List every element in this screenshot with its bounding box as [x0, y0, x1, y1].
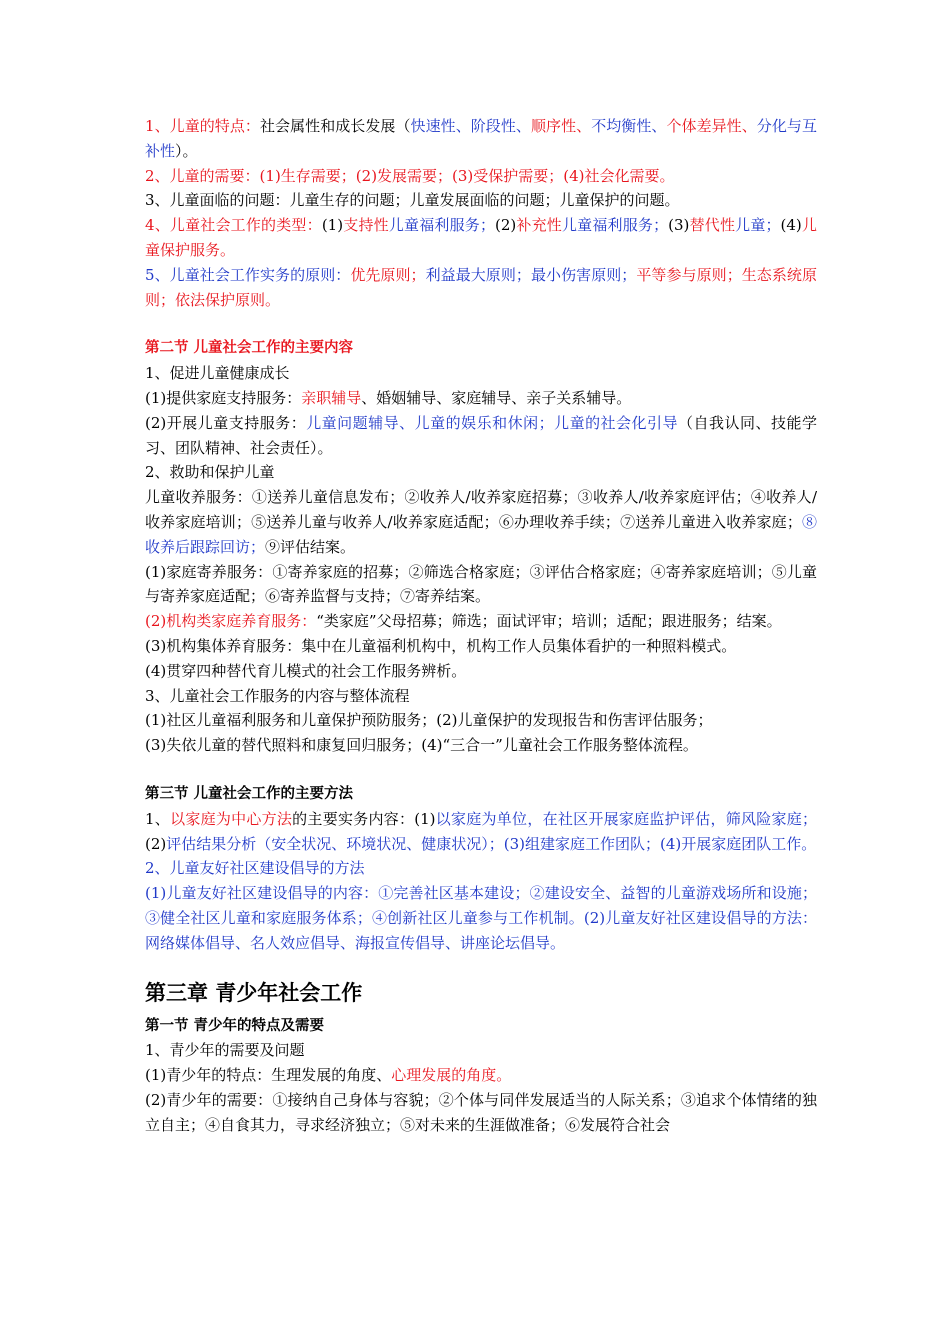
text-run: (1)儿童友好社区建设倡导的内容：①完善社区基本建设；②建设安全、益智的儿童游戏场所和设施；③健全社区儿童和家庭服务体系；④创新社区儿童参与工作机制。(2)儿童友好社区建设倡导的方法：网络媒体倡导、名人效应倡导、海报宣传倡导、讲座论坛倡导。 — [145, 884, 817, 952]
text-run: 评估结果分析（安全状况、环境状况、健康状况）； — [166, 834, 504, 853]
text-run: 心理发展的角度。 — [391, 1066, 512, 1085]
paragraph-child-needs — [145, 164, 817, 189]
section-heading-3: 第三节 儿童社会工作的主要方法 — [145, 785, 354, 802]
text-run: (4) — [780, 216, 802, 235]
paragraph-child-problems — [145, 188, 817, 213]
text-run: (2) — [145, 834, 167, 853]
paragraph — [145, 659, 817, 684]
paragraph — [145, 411, 817, 461]
paragraph — [145, 733, 817, 758]
paragraph — [145, 609, 817, 634]
spacer — [145, 312, 817, 336]
text-run: 3、儿童面临的问题：儿童生存的问题；儿童发展面临的问题；儿童保护的问题。 — [145, 191, 680, 210]
text-run: 的主要实务内容：(1) — [292, 809, 436, 828]
chapter-3-section-1-heading: 第一节 青少年的特点及需要 — [145, 1017, 325, 1034]
text-run: 1、促进儿童健康成长 — [145, 364, 290, 383]
text-run: 社会属性和成长发展（ — [259, 117, 411, 135]
text-run: (4)贯穿四种替代育儿模式的社会工作服务辨析。 — [145, 661, 467, 680]
text-run: 替代性 — [689, 216, 736, 235]
text-run: (1)青少年的特点：生理发展的角度、 — [145, 1066, 392, 1085]
text-run: (2) — [494, 216, 517, 235]
paragraph — [145, 485, 817, 559]
text-run: 2、救助和保护儿童 — [145, 463, 275, 482]
paragraph — [145, 386, 817, 411]
text-run: 优先原则； — [350, 265, 426, 284]
section-3-body — [145, 807, 817, 956]
text-run: (1)家庭寄养服务：①寄养家庭的招募；②筛选合格家庭；③评估合格家庭；④寄养家庭培训；⑤儿童与寄养家庭适配；⑥寄养监督与支持；⑦寄养结案。 — [145, 562, 817, 606]
text-run: (2)青少年的需要：①接纳自己身体与容貌；②个体与同伴发展适当的人际关系；③追求个体情绪的独立自主；④自食其力，寻求经济独立；⑤对未来的生涯做准备；⑥发展符合社会 — [145, 1090, 817, 1134]
chapter-title: 第三章 青少年社会工作 — [145, 980, 363, 1005]
text-run: （自我认同、技能学习、团队精神、社会责任）。 — [145, 413, 817, 457]
text-run: 、婚姻辅导、家庭辅导、亲子关系辅导。 — [361, 388, 632, 407]
paragraph — [145, 560, 817, 610]
text-run: 1、青少年的需要及问题 — [145, 1041, 305, 1060]
paragraph — [145, 1088, 817, 1138]
text-run: 最小伤害原则； — [530, 265, 637, 284]
text-run: (2)开展儿童支持服务： — [145, 413, 307, 432]
text-run: 3、儿童社会工作服务的内容与整体流程 — [145, 686, 410, 705]
text-run: (1)提供家庭支持服务： — [145, 388, 302, 407]
paragraph — [145, 460, 817, 485]
text-run: 2、儿童友好社区建设倡导的方法 — [145, 859, 365, 878]
text-run: 平等参与原则； — [636, 265, 742, 284]
text-run: (2)机构类家庭养育服务： — [145, 612, 317, 631]
paragraph — [145, 807, 817, 857]
spacer — [145, 758, 817, 782]
paragraph — [145, 1063, 817, 1088]
text-run: 分化与互补性 — [145, 117, 817, 160]
text-run: (1)社区儿童福利服务和儿童保护预防服务；(2)儿童保护的发现报告和伤害评估服务； — [145, 711, 713, 730]
text-run: (1) — [321, 216, 344, 235]
document-page — [145, 114, 817, 1137]
paragraph-child-characteristics — [145, 114, 817, 164]
text-run: 1、儿童的特点： — [145, 117, 260, 135]
section-2-body — [145, 361, 817, 758]
chapter-3-body — [145, 1038, 817, 1137]
text-run: 2、儿童的需要：(1)生存需要；(2)发展需要；(3)受保护需要；(4)社会化需要。 — [145, 166, 675, 185]
text-run: (3)失依儿童的替代照料和康复回归服务；(4)“三合一”儿童社会工作服务整体流程。 — [145, 736, 698, 755]
section-heading-2: 第二节 儿童社会工作的主要内容 — [145, 340, 354, 357]
text-run: (3)组建家庭工作团队；(4) — [503, 834, 682, 853]
text-run: 儿童福利服务； — [561, 216, 669, 235]
paragraph — [145, 708, 817, 733]
text-run: 以家庭为单位，在社区开展家庭监护评估，筛风险家庭； — [435, 809, 817, 828]
paragraph-child-work-types — [145, 213, 817, 263]
text-run: 儿童问题辅导、儿童的娱乐和休闲；儿童的社会化引导 — [306, 413, 679, 432]
text-run: ⑧收养后跟踪回访； — [145, 512, 817, 556]
text-run: “类家庭”父母招募；筛选；面试评审；培训；适配；跟进服务；结案。 — [316, 612, 782, 631]
text-run: 个体差异性、 — [666, 117, 757, 135]
text-run: 补充性 — [516, 216, 562, 235]
text-run: 不均衡性、 — [591, 117, 667, 135]
paragraph — [145, 361, 817, 386]
text-run: 支持性 — [343, 216, 389, 235]
text-run: 开展家庭团队工作。 — [681, 834, 817, 853]
text-run: 1、 — [145, 809, 171, 828]
paragraph — [145, 634, 817, 659]
text-run: 儿童； — [735, 216, 781, 235]
text-run: 儿童收养服务：①送养儿童信息发布；②收养人/收养家庭招募；③收养人/收养家庭评估；④收养人/收养家庭培训；⑤送养儿童与收养人/收养家庭适配；⑥办理收养手续；⑦送养儿童进入收养家庭； — [145, 488, 817, 531]
paragraph — [145, 881, 817, 955]
text-run: (3)机构集体养育服务：集中在儿童福利机构中，机构工作人员集体看护的一种照料模式。 — [145, 636, 737, 655]
text-run: 亲职辅导 — [301, 388, 362, 407]
text-run: 以家庭为中心方法 — [170, 809, 293, 828]
text-run: ⑨评估结案。 — [265, 537, 356, 556]
text-run: 利益最大原则； — [425, 265, 531, 284]
text-run: 顺序性、 — [530, 117, 592, 135]
paragraph — [145, 684, 817, 709]
paragraph — [145, 856, 817, 881]
text-run: 快速性、阶段性、 — [410, 117, 531, 135]
paragraph — [145, 1038, 817, 1063]
paragraph-child-work-principles — [145, 263, 817, 313]
text-run: 5、儿童社会工作实务的原则： — [145, 265, 351, 284]
text-run: 4、儿童社会工作的类型： — [145, 216, 322, 235]
text-run: ）。 — [175, 141, 198, 160]
text-run: 儿童福利服务； — [388, 216, 495, 235]
text-run: (3) — [668, 216, 690, 235]
text-run: 儿童保护服务。 — [145, 216, 817, 259]
text-run: 生态系统原则；依法保护原则。 — [145, 265, 817, 309]
